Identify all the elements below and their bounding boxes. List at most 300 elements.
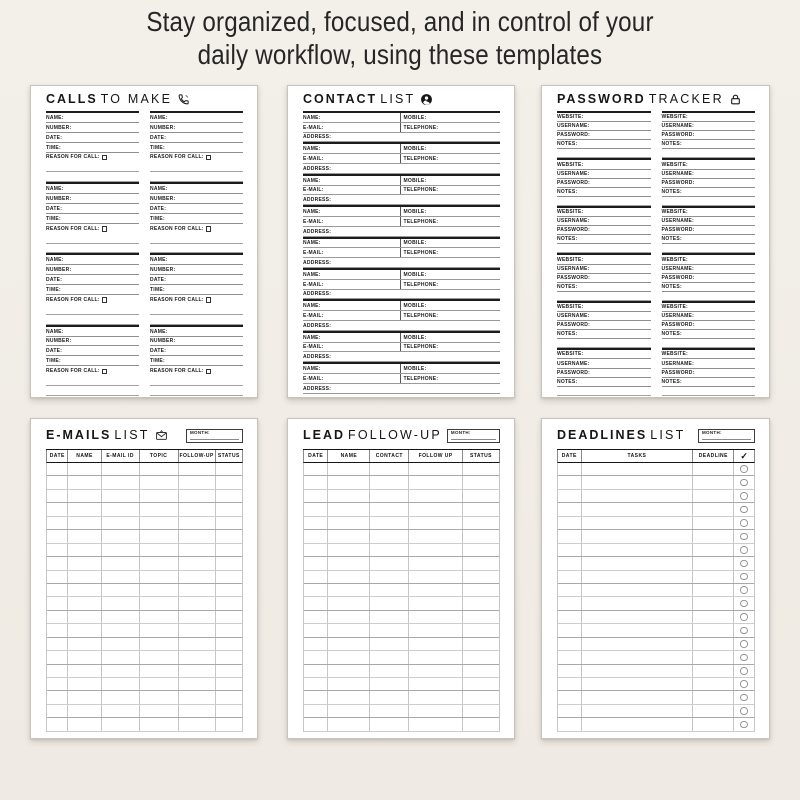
field-row: [150, 255, 243, 265]
table-cell: [327, 624, 369, 636]
table-cell: [101, 638, 139, 650]
table-row: [558, 544, 754, 557]
field-label: WEBSITE:: [661, 303, 688, 310]
field-label: NOTES:: [661, 236, 682, 243]
table-cell: [733, 544, 754, 556]
table-row: [558, 611, 754, 624]
field-row: [150, 337, 243, 347]
contact-cell: [303, 343, 400, 352]
field-label: E-MAIL:: [303, 312, 324, 319]
table-row: [47, 557, 242, 570]
field-row: [46, 285, 139, 295]
field-label: WEBSITE:: [557, 161, 584, 168]
checkbox-row: [150, 153, 243, 163]
table: [46, 449, 243, 732]
blank-line: [150, 386, 243, 396]
field-label: E-MAIL:: [303, 187, 324, 194]
table-cell: [327, 571, 369, 583]
field-row: [662, 369, 756, 378]
address-row: [303, 133, 500, 143]
contact-row: [303, 343, 500, 353]
table-cell: [462, 476, 499, 488]
table-row: [558, 691, 754, 704]
table-cell: [304, 476, 327, 488]
table-cell: [47, 678, 67, 690]
entry-block: [46, 111, 139, 182]
column-header: STATUS: [215, 450, 242, 462]
table-cell: [178, 476, 215, 488]
table-cell: [67, 530, 100, 542]
table-row: [47, 490, 242, 503]
table-row: [558, 476, 754, 489]
field-row: [662, 170, 756, 179]
table-cell: [692, 544, 733, 556]
field-label: USERNAME:: [557, 313, 590, 320]
field-label: PASSWORD:: [661, 132, 695, 139]
table-cell: [67, 678, 100, 690]
envelope-icon: [155, 429, 168, 442]
table-cell: [692, 691, 733, 703]
column-header: DATE: [49, 453, 65, 459]
table-cell: [101, 691, 139, 703]
table-row: [558, 718, 754, 731]
table-cell: [462, 490, 499, 502]
blank-line: [150, 162, 243, 172]
template-password-tracker: [541, 85, 770, 398]
field-row: [662, 330, 756, 339]
table-cell: [304, 584, 327, 596]
table-row: [558, 665, 754, 678]
table-row: [304, 503, 499, 516]
table-row: [304, 557, 499, 570]
field-row: [557, 235, 651, 244]
table-row: [558, 530, 754, 543]
table-row: [558, 557, 754, 570]
table-cell: [408, 611, 462, 623]
field-row: [662, 122, 756, 131]
table-cell: [692, 665, 733, 677]
table-cell: [327, 490, 369, 502]
field-label: TELEPHONE:: [403, 187, 439, 194]
calls-title-row: [46, 92, 243, 107]
field-label: REASON FOR CALL:: [46, 296, 100, 303]
table-cell: [581, 638, 693, 650]
table-cell: [304, 651, 327, 663]
table-cell: [369, 665, 408, 677]
field-label: MOBILE:: [403, 177, 427, 184]
field-row: [150, 113, 243, 123]
entry-block: [557, 348, 651, 395]
address-row: [303, 195, 500, 205]
phone-icon: [177, 93, 190, 106]
table-cell: [47, 665, 67, 677]
table-cell: [178, 651, 215, 663]
table-cell: [47, 490, 67, 502]
table-cell: [327, 691, 369, 703]
field-row: [46, 143, 139, 153]
field-label: TIME:: [46, 358, 61, 365]
field-row: [150, 275, 243, 285]
table-cell: [581, 571, 693, 583]
entry-block: [662, 206, 756, 253]
blank-line: [46, 386, 139, 396]
table-cell: [139, 557, 178, 569]
month-box: [186, 429, 243, 443]
headline-line2: daily workflow, using these templates: [197, 39, 603, 70]
field-label: NUMBER:: [46, 267, 72, 274]
field-label: NUMBER:: [46, 338, 72, 345]
table-cell: [369, 718, 408, 730]
field-column: [662, 111, 756, 396]
table-cell: [733, 638, 754, 650]
contact-cell: [400, 207, 500, 216]
entry-block: [46, 325, 139, 396]
table-cell: [178, 597, 215, 609]
table-cell: [327, 611, 369, 623]
table-cell: [304, 665, 327, 677]
field-label: PASSWORD:: [661, 227, 695, 234]
field-row: [46, 123, 139, 133]
table-cell: [215, 624, 242, 636]
table-row: [47, 463, 242, 476]
blank-line: [662, 197, 756, 206]
column-header: DEADLINE: [692, 450, 733, 462]
contact-cell: [400, 364, 500, 373]
table-cell: [581, 718, 693, 730]
status-circle: [740, 707, 748, 715]
field-label: NAME:: [150, 328, 168, 335]
contact-cell: [400, 217, 500, 226]
entry-block: [150, 111, 243, 182]
table-cell: [304, 638, 327, 650]
table-cell: [581, 691, 693, 703]
table-cell: [692, 571, 733, 583]
contact-row: [303, 333, 500, 343]
field-row: [150, 204, 243, 214]
table-cell: [558, 678, 581, 690]
table-row: [304, 544, 499, 557]
table-cell: [304, 678, 327, 690]
table-cell: [733, 611, 754, 623]
contact-icon: [420, 93, 433, 106]
table-cell: [692, 638, 733, 650]
field-label: NAME:: [150, 114, 168, 121]
field-row: [557, 359, 651, 368]
contact-row: [303, 123, 500, 133]
table-cell: [101, 476, 139, 488]
field-label: NUMBER:: [150, 338, 176, 345]
status-circle: [740, 560, 748, 568]
contact-row: [303, 186, 500, 196]
table-cell: [139, 530, 178, 542]
table-cell: [178, 544, 215, 556]
table-cell: [733, 490, 754, 502]
table-cell: [462, 571, 499, 583]
field-label: E-MAIL:: [303, 344, 324, 351]
field-label: REASON FOR CALL:: [150, 154, 204, 161]
table-cell: [47, 691, 67, 703]
field-row: [662, 217, 756, 226]
contact-cell: [303, 364, 400, 373]
table-cell: [178, 611, 215, 623]
table-row: [304, 691, 499, 704]
table-cell: [101, 463, 139, 475]
field-row: [557, 312, 651, 321]
entry-block: [150, 325, 243, 396]
column-header: ✓: [733, 450, 754, 462]
field-label: DATE:: [150, 277, 167, 284]
field-label: ADDRESS:: [303, 291, 332, 298]
title-rest: LIST: [380, 92, 416, 107]
table-cell: [369, 611, 408, 623]
column-header: DATE: [308, 453, 324, 459]
field-row: [662, 188, 756, 197]
table-cell: [408, 517, 462, 529]
contact-row: [303, 270, 500, 280]
table-cell: [304, 597, 327, 609]
title-bold: CONTACT: [303, 92, 378, 107]
field-label: WEBSITE:: [661, 256, 688, 263]
title-bold: CALLS: [46, 92, 98, 107]
field-label: USERNAME:: [661, 123, 695, 130]
table-cell: [581, 517, 693, 529]
field-row: [662, 179, 756, 188]
checkbox: [102, 369, 108, 375]
table-row: [558, 517, 754, 530]
column-header: STATUS: [462, 450, 499, 462]
field-label: USERNAME:: [661, 170, 695, 177]
table-cell: [692, 530, 733, 542]
field-label: NAME:: [46, 328, 64, 335]
table-row: [304, 597, 499, 610]
field-label: NOTES:: [661, 331, 682, 338]
table-cell: [733, 571, 754, 583]
table-cell: [558, 638, 581, 650]
field-label: NOTES:: [557, 236, 578, 243]
table-cell: [462, 584, 499, 596]
field-label: E-MAIL:: [303, 218, 324, 225]
blank-line: [557, 387, 651, 396]
table-cell: [408, 584, 462, 596]
table-cell: [304, 571, 327, 583]
table-cell: [47, 517, 67, 529]
table-cell: [215, 611, 242, 623]
table-cell: [733, 705, 754, 717]
table-cell: [369, 530, 408, 542]
field-row: [662, 113, 756, 122]
table-cell: [733, 517, 754, 529]
table-cell: [47, 624, 67, 636]
field-label: PASSWORD:: [557, 369, 590, 376]
contacts-body: [303, 111, 500, 394]
table-cell: [462, 503, 499, 515]
field-row: [662, 303, 756, 312]
contact-cell: [400, 248, 500, 257]
field-row: [46, 113, 139, 123]
contact-cell: [303, 123, 400, 132]
contact-row: [303, 248, 500, 258]
field-label: USERNAME:: [557, 170, 590, 177]
table-cell: [327, 530, 369, 542]
table-cell: [462, 691, 499, 703]
field-label: E-MAIL:: [303, 124, 324, 131]
status-circle: [740, 546, 748, 554]
checkbox-row: [150, 366, 243, 376]
table-cell: [692, 517, 733, 529]
table-cell: [178, 665, 215, 677]
month-line: [702, 439, 751, 440]
table-cell: [692, 463, 733, 475]
table-cell: [215, 718, 242, 730]
table-cell: [139, 463, 178, 475]
field-label: REASON FOR CALL:: [46, 225, 100, 232]
column-header: NAME: [67, 450, 100, 462]
table-cell: [178, 638, 215, 650]
table-cell: [327, 665, 369, 677]
table-cell: [462, 638, 499, 650]
table-cell: [733, 624, 754, 636]
field-label: NAME:: [46, 257, 64, 264]
table-cell: [47, 503, 67, 515]
status-circle: [740, 640, 748, 648]
table-cell: [408, 503, 462, 515]
table-cell: [581, 584, 693, 596]
table-cell: [178, 691, 215, 703]
field-label: USERNAME:: [557, 123, 590, 130]
field-label: ADDRESS:: [303, 228, 332, 235]
status-circle: [740, 667, 748, 675]
table-cell: [139, 651, 178, 663]
column-header: NAME: [327, 450, 369, 462]
contact-cell: [400, 154, 500, 163]
table-cell: [408, 651, 462, 663]
field-row: [46, 194, 139, 204]
field-label: MOBILE:: [403, 146, 427, 153]
table-cell: [139, 718, 178, 730]
table-cell: [558, 584, 581, 596]
field-label: ADDRESS:: [303, 385, 332, 392]
contact-cell: [400, 301, 500, 310]
table-row: [558, 651, 754, 664]
field-label: NOTES:: [557, 188, 578, 195]
checkbox-row: [46, 295, 139, 305]
blank-line: [46, 234, 139, 244]
status-circle: [740, 654, 748, 662]
table-cell: [369, 503, 408, 515]
table-cell: [215, 463, 242, 475]
table-cell: [67, 557, 100, 569]
table-cell: [408, 678, 462, 690]
checkbox: [102, 155, 108, 161]
table-row: [47, 530, 242, 543]
field-row: [557, 283, 651, 292]
field-label: WEBSITE:: [661, 351, 688, 358]
checkbox: [206, 297, 212, 303]
field-label: WEBSITE:: [661, 209, 688, 216]
table-cell: [369, 584, 408, 596]
contact-cell: [400, 333, 500, 342]
table-cell: [178, 490, 215, 502]
checkbox-row: [46, 224, 139, 234]
field-label: WEBSITE:: [557, 256, 584, 263]
contact-block: [303, 299, 500, 330]
table-cell: [67, 718, 100, 730]
field-label: E-MAIL:: [303, 281, 324, 288]
blank-line: [557, 339, 651, 348]
table-cell: [178, 678, 215, 690]
table-cell: [581, 705, 693, 717]
table-row: [304, 624, 499, 637]
field-label: REASON FOR CALL:: [46, 368, 100, 375]
address-row: [303, 321, 500, 331]
table-cell: [327, 463, 369, 475]
field-row: [46, 265, 139, 275]
table-cell: [692, 557, 733, 569]
entry-block: [46, 182, 139, 253]
title-bold: E-MAILS: [46, 428, 112, 443]
table-cell: [733, 503, 754, 515]
table-cell: [581, 665, 693, 677]
address-row: [303, 384, 500, 394]
field-row: [662, 131, 756, 140]
field-label: PASSWORD:: [557, 179, 590, 186]
table-cell: [581, 503, 693, 515]
status-circle: [740, 479, 748, 487]
status-circle: [740, 492, 748, 500]
table-row: [304, 638, 499, 651]
status-circle: [740, 573, 748, 581]
field-label: TELEPHONE:: [403, 218, 439, 225]
table-cell: [215, 638, 242, 650]
table-cell: [67, 665, 100, 677]
field-label: NAME:: [150, 257, 168, 264]
field-row: [557, 179, 651, 188]
blank-line: [662, 244, 756, 253]
month-label: MONTH:: [190, 430, 210, 435]
table-cell: [101, 678, 139, 690]
table-cell: [67, 611, 100, 623]
deadlines-body: [557, 449, 755, 732]
field-row: [662, 274, 756, 283]
contact-cell: [400, 113, 500, 122]
blank-line: [557, 244, 651, 253]
table-cell: [215, 557, 242, 569]
table-cell: [327, 544, 369, 556]
field-label: NOTES:: [557, 331, 578, 338]
field-label: WEBSITE:: [557, 209, 584, 216]
table-cell: [139, 678, 178, 690]
table-cell: [408, 638, 462, 650]
table-cell: [304, 624, 327, 636]
table-cell: [327, 597, 369, 609]
table-row: [558, 705, 754, 718]
field-label: USERNAME:: [557, 265, 590, 272]
table-cell: [369, 517, 408, 529]
table-body: [557, 463, 755, 732]
table-cell: [581, 557, 693, 569]
table-cell: [139, 597, 178, 609]
field-label: TELEPHONE:: [403, 281, 439, 288]
page-title: [557, 429, 685, 442]
field-label: NOTES:: [661, 141, 682, 148]
field-row: [557, 265, 651, 274]
table-cell: [47, 611, 67, 623]
checkbox-row: [150, 224, 243, 234]
table-cell: [558, 597, 581, 609]
blank-line: [557, 149, 651, 158]
table-cell: [733, 463, 754, 475]
field-label: NAME:: [303, 240, 321, 247]
